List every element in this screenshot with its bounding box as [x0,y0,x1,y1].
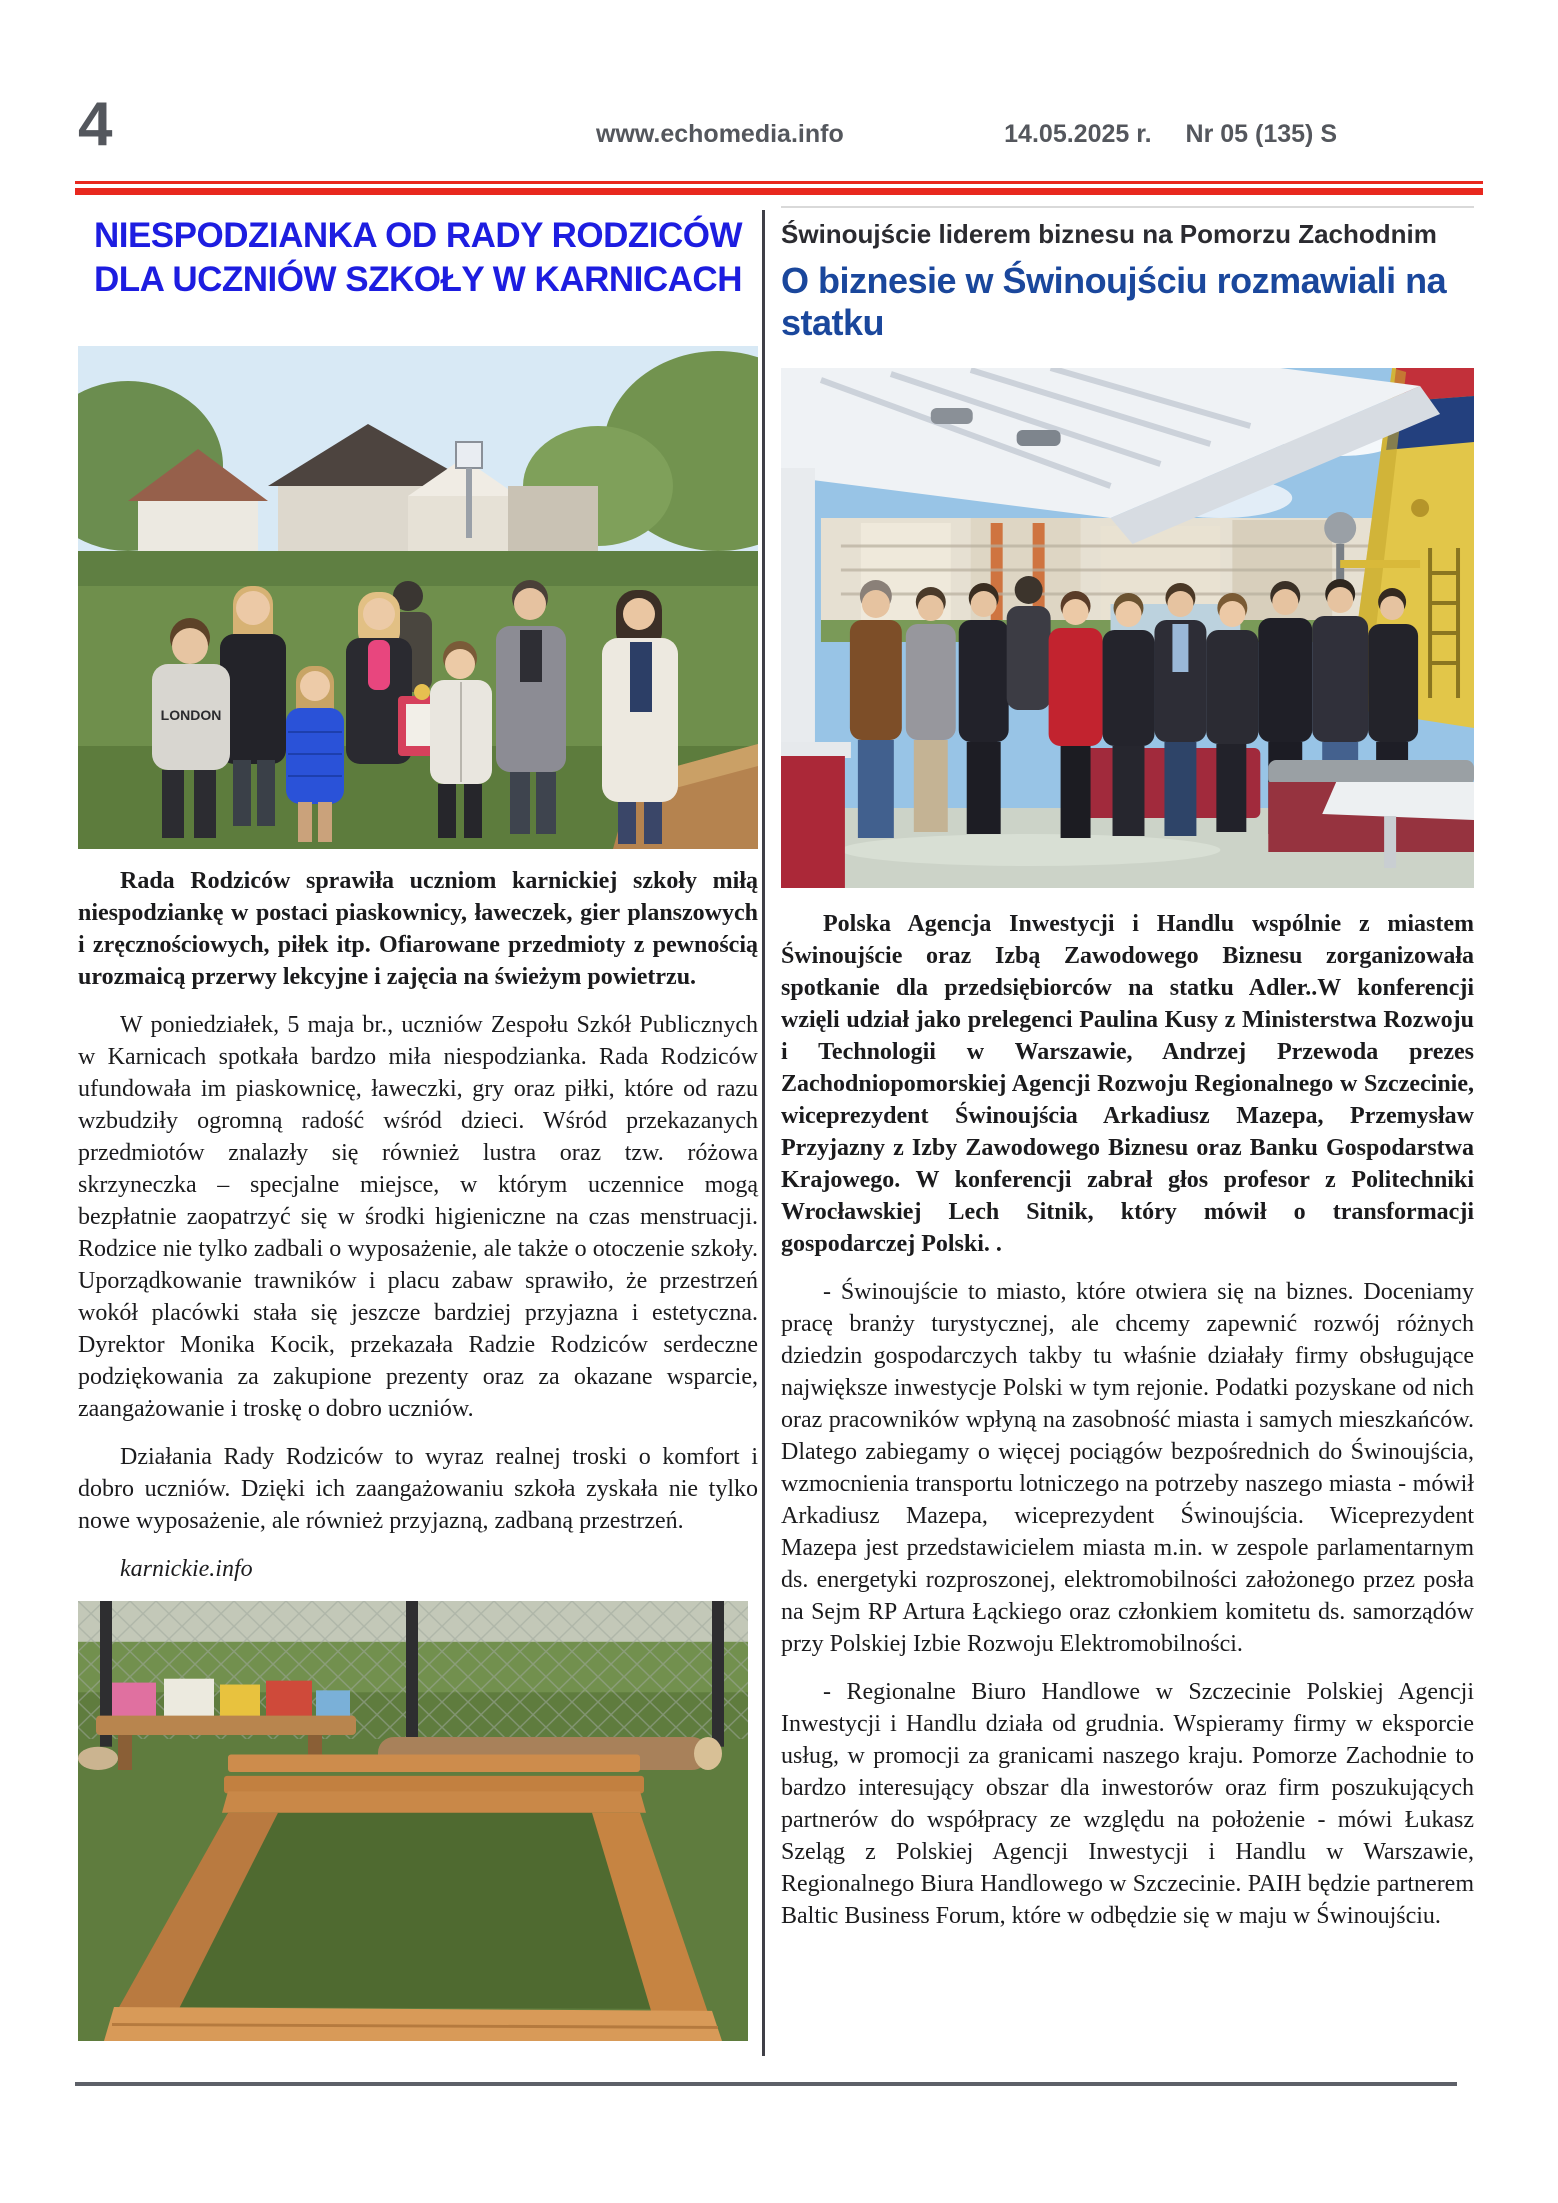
issue-date: 14.05.2025 r. [1004,120,1152,148]
ship-group-photo-illustration [781,368,1474,888]
right-headline: O biznesie w Świnoujściu rozmawiali na statku [781,260,1447,343]
left-headline-line2: DLA UCZNIÓW SZKOŁY W KARNICACH [93,260,742,299]
left-article-body [78,865,758,1585]
right-paragraph: - Świnoujście to miasto, które otwiera się na biznes. Doceniamy pracę branży turystycznej, ale chcemy zapewnić rozwój różnych dziedzin gospodarczych takby tu właśnie działały firmy obsługujące największe inwestycje Polski w tym rejonie. Podatki pozyskane od nich oraz pracowników wpłyną na zasobność miasta i samych mieszkańców. Dlatego zabiegamy o więcej pociągów bezpośrednich do Świnoujścia, wzmocnienia transportu lotniczego na potrzeby naszego miasta - mówił Arkadiusz Mazepa, wiceprezydent Świnoujścia. Wiceprezydent Mazepa jest przedstawicielem miasta m.in. w zespole parlamentarnym ds. energetyki rozproszonej, elektromobilności założonego przez posła na Sejm RP Artura Łąckiego oraz członkiem komitetu ds. samorządów przy Polskiej Izbie Rozwoju Elektromobilności. [781,1279,1474,1657]
sandbox-photo [78,1601,748,2041]
left-lead-paragraph: Rada Rodziców sprawiła uczniom karnickiej szkoły miłą niespodziankę w postaci piaskownicy, ławeczek, gier planszowych i zręcznościowych, piłek itp. Ofiarowane przedmioty z pewnością urozmaicą przerwy lekcyjne i zajęcia na świeżym powietrzu. [78,868,758,990]
red-double-rule [75,181,1483,195]
hoodie-print-text: LONDON [160,707,222,723]
byline: karnickie.info [120,1556,253,1582]
kicker: Świnoujście liderem biznesu na Pomorzu Zachodnim [781,219,1437,249]
left-paragraph: Działania Rady Rodziców to wyraz realnej troski o komfort i dobro uczniów. Dzięki ich zaangażowaniu szkoła zyskała nie tylko nowe wyposażenie, ale również przyjazną, zadbaną przestrzeń. [78,1444,758,1534]
left-headline [78,214,758,302]
right-article [781,206,1474,1948]
left-article [78,212,758,2041]
issue-info [1004,120,1337,149]
left-headline-line1: NIESPODZIANKA OD RADY RODZICÓW [93,216,743,255]
page-number: 4 [78,90,113,159]
ship-group-photo [781,368,1474,888]
bottom-rule [75,2082,1457,2086]
karnice-group-photo [78,346,758,849]
left-paragraph: W poniedziałek, 5 maja br., uczniów Zespołu Szkół Publicznych w Karnicach spotkała bardzo miła niespodzianka. Rada Rodziców ufundowała im piaskownicę, ławeczki, gry oraz piłki, które od razu wzbudziły ogromną radość wśród dzieci. Wśród przekazanych przedmiotów znalazły się również lustra oraz tzw. różowa skrzyneczka – specjalne miejsce, w którym uczennice mogą bezpłatnie zaopatrzyć się w środki higieniczne na czas menstruacji. Rodzice nie tylko zadbali o wyposażenie, ale także o otoczenie szkoły. Uporządkowanie trawników i placu zabaw sprawiło, że przestrzeń wokół placówki stała się jeszcze bardziej przyjazna i estetyczna. Dyrektor Monika Kocik, przekazała Radzie Rodziców serdeczne podziękowania za zakupione prezenty oraz za okazane wsparcie, zaangażowanie i troskę o dobro uczniów. [78,1012,758,1422]
site-url: www.echomedia.info [596,120,844,148]
issue-number: Nr 05 (135) S [1185,120,1337,148]
karnice-group-photo-illustration [78,346,758,849]
sandbox-photo-illustration [78,1601,748,2041]
right-paragraph: - Regionalne Biuro Handlowe w Szczecinie Polskiej Agencji Inwestycji i Handlu działa od grudnia. Wspieramy firmy w eksporcie usług, w promocji za granicami naszego kraju. Pomorze Zachodnie to bardzo interesujący obszar dla inwestorów oraz firm poszukujących partnerów do współpracy ze względu na położenie - mówi Łukasz Szeląg z Polskiej Agencji Inwestycji i Handlu w Warszawie, Regionalnego Biura Handlowego w Szczecinie. PAIH będzie partnerem Baltic Business Forum, które w odbędzie się w maju w Świnoujściu. [781,1679,1474,1929]
right-lead-paragraph: Polska Agencja Inwestycji i Handlu wspólnie z miastem Świnoujście oraz Izbą Zawodowego Biznesu zorganizowała spotkanie dla przedsiębiorców na statku Adler..W konferencji wzięli udział jako prelegenci Paulina Kusy z Ministerstwa Rozwoju i Technologii w Warszawie, Andrzej Przewoda prezes Zachodniopomorskiej Agencji Rozwoju Regionalnego w Szczecinie, wiceprezydent Świnoujścia Arkadiusz Mazepa, Przemysław Przyjazny z Izby Zawodowego Biznesu oraz Banku Gospodarstwa Krajowego. W konferencji zabrał głos profesor z Politechniki Wrocławskiej Lech Sitnik, który mówił o transformacji gospodarczej Polski. . [781,911,1474,1257]
right-article-body [781,908,1474,1932]
column-divider [762,210,765,2056]
